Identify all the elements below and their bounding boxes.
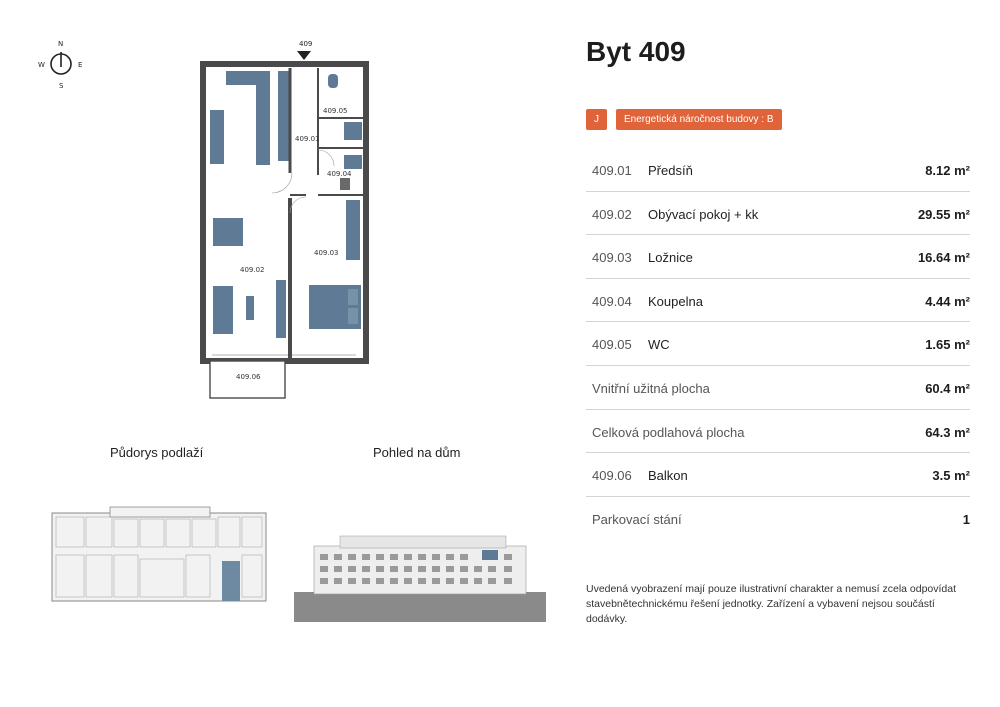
room-area: 8.12 m²: [925, 163, 970, 178]
room-label-409-02: 409.02: [240, 266, 265, 274]
table-row: [586, 453, 970, 497]
house-view-thumbnail: [294, 528, 546, 622]
room-name: Ložnice: [648, 250, 693, 266]
room-name: Vnitřní užitná plocha: [592, 380, 710, 396]
room-name: Balkon: [648, 468, 688, 484]
energy-class-badge: Energetická náročnost budovy : B: [616, 109, 782, 130]
room-name: Koupelna: [648, 293, 703, 309]
room-label-409-05: 409.05: [323, 107, 348, 115]
room-name: Obývací pokoj + kk: [648, 206, 759, 222]
house-view-caption: Pohled na dům: [373, 445, 461, 460]
room-label-409-01: 409.01: [295, 135, 320, 143]
room-code: 409.04: [592, 293, 632, 309]
compass-east-label: E: [78, 61, 83, 69]
table-row: [586, 366, 970, 410]
page-title: Byt 409: [586, 36, 686, 67]
room-name: Parkovací stání: [592, 511, 682, 527]
room-label-409-06: 409.06: [236, 373, 261, 381]
table-row: [586, 192, 970, 236]
floor-layout-thumbnail: [50, 505, 268, 605]
room-name: WC: [648, 337, 670, 353]
room-area: 3.5 m²: [932, 468, 970, 484]
unit-entrance-label: 409: [299, 40, 313, 48]
table-row: [586, 410, 970, 454]
room-code: 409.05: [592, 337, 632, 353]
rooms-table: [586, 148, 970, 540]
room-area: 1.65 m²: [925, 337, 970, 353]
room-name: Předsíň: [648, 163, 693, 178]
room-code: 409.02: [592, 206, 632, 222]
room-area: 1: [962, 511, 970, 527]
compass-south-label: S: [59, 82, 64, 90]
room-area: 16.64 m²: [917, 250, 970, 266]
compass-west-label: W: [38, 61, 45, 69]
room-area: 4.44 m²: [925, 293, 970, 309]
compass-icon: [38, 40, 84, 90]
table-row: [586, 235, 970, 279]
table-row: [586, 497, 970, 541]
orientation-badge: J: [586, 109, 607, 130]
room-code: 409.01: [592, 163, 632, 178]
table-row: [586, 148, 970, 192]
room-name: Celková podlahová plocha: [592, 424, 745, 440]
room-area: 29.55 m²: [917, 206, 970, 222]
floor-plan: [196, 40, 376, 400]
floor-layout-caption: Půdorys podlaží: [110, 445, 204, 460]
room-code: 409.06: [592, 468, 632, 484]
disclaimer-note: Uvedená vyobrazení mají pouze ilustrativní charakter a nemusí zcela odpovídat stavebnětechnickému řešení jednotky. Zařízení a vybavení nejsou součástí dodávky.: [586, 583, 957, 625]
compass-north-label: N: [58, 40, 64, 48]
room-label-409-03: 409.03: [314, 249, 339, 257]
room-code: 409.03: [592, 250, 632, 266]
floor-plan-drawing: [196, 40, 376, 400]
room-label-409-04: 409.04: [327, 170, 352, 178]
table-row: [586, 322, 970, 366]
table-row: [586, 279, 970, 323]
room-area: 64.3 m²: [925, 424, 970, 440]
room-area: 60.4 m²: [925, 380, 970, 396]
